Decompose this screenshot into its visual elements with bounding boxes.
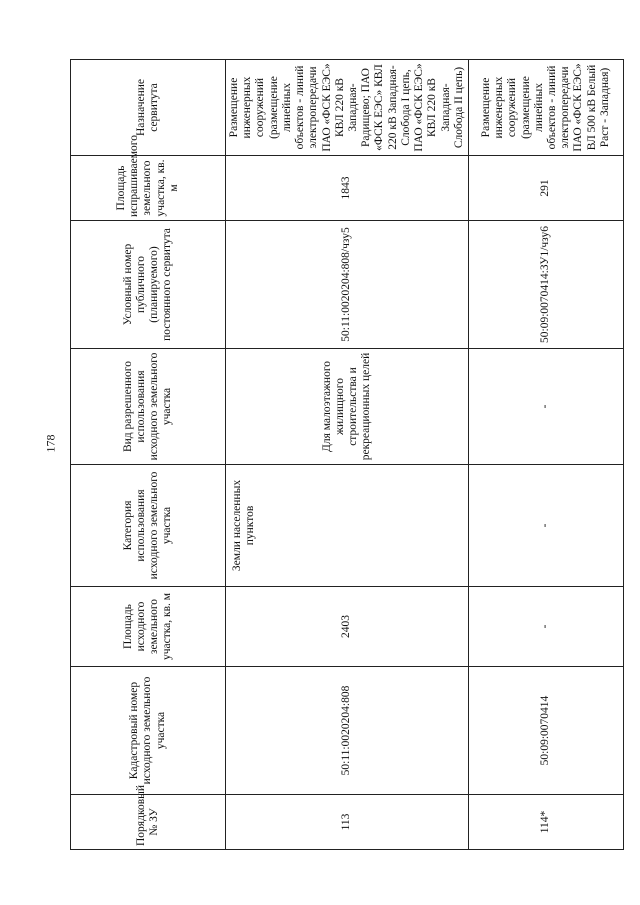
cadastral-number: 50:11:0020204:808 — [226, 667, 469, 795]
header-cell: Условный номер публичного (планируемого) постоянного сервитута — [71, 221, 226, 349]
source-area: 2403 — [226, 587, 469, 667]
cadastral-number: 50:09:0070414 — [468, 667, 623, 795]
servitude-purpose: Размещение инженерных сооружений (размещение линейных объектов - линий электропередачи ПАО «ФСК ЕЭС» КВЛ 220 кВ Западная-Радищево; ПАО «ФСК ЕЭС» КВЛ 220 кВ Западная-Слобода I цепь, ПАО «ФСК ЕЭС» КВЛ 220 кВ Западная-Слобода II цепь) — [226, 60, 469, 156]
header-cell: Назначение сервитута — [71, 60, 226, 156]
permitted-use: Для малоэтажного жилищного строительства и рекреационных целей — [226, 349, 469, 465]
servitude-number: 50:09:0070414:ЗУ1/чзу6 — [468, 221, 623, 349]
land-category: - — [468, 465, 623, 587]
land-category: Земли населенных пунктов — [226, 465, 469, 587]
page-number: 178 — [43, 434, 58, 453]
requested-area: 1843 — [226, 156, 469, 221]
header-cell: Вид разрешенного использования исходного земельного участка — [71, 349, 226, 465]
table-row — [468, 60, 623, 850]
row-number: 113 — [226, 795, 469, 850]
servitude-number: 50:11:0020204:808/чзу5 — [226, 221, 469, 349]
header-cell: Площадь исходного земельного участка, кв. м — [71, 587, 226, 667]
header-cell: Порядковый № ЗУ — [71, 795, 226, 850]
table-header-row — [71, 60, 226, 850]
permitted-use: - — [468, 349, 623, 465]
requested-area: 291 — [468, 156, 623, 221]
rotated-table-wrapper — [70, 60, 611, 850]
header-cell: Кадастровый номер исходного земельного участка — [71, 667, 226, 795]
row-number: 114* — [468, 795, 623, 850]
header-cell: Категория использования исходного земельного участка — [71, 465, 226, 587]
source-area: - — [468, 587, 623, 667]
table-row — [226, 60, 469, 850]
header-cell: Площадь испрашиваемого земельного участка, кв. м — [71, 156, 226, 221]
servitude-purpose: Размещение инженерных сооружений (размещение линейных объектов - линий электропередачи ПАО «ФСК ЕЭС» ВЛ 500 кВ Белый Раст - Западная) — [468, 60, 623, 156]
servitude-table — [70, 59, 624, 850]
